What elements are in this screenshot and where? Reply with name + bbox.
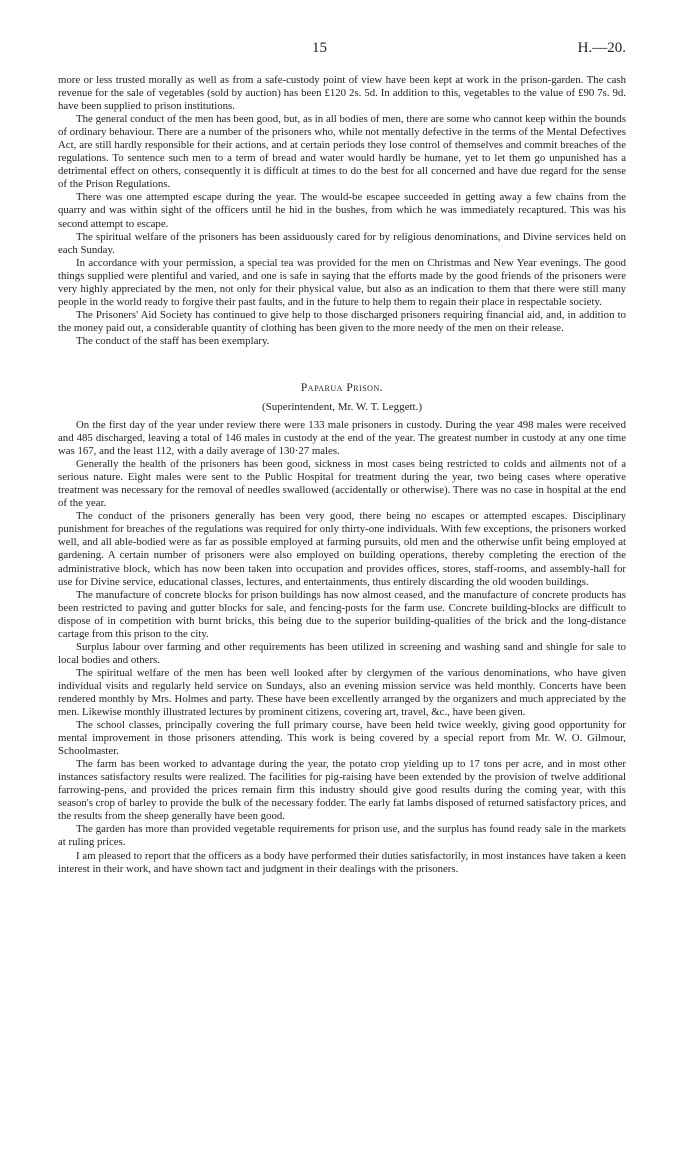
paragraph-garden: The garden has more than provided vegetable requirements for prison use, and the surplus has found ready sale in the markets at ruling prices. [58, 823, 626, 849]
document-reference: H.—20. [577, 40, 626, 56]
intro-text [58, 74, 626, 348]
document-page [58, 40, 626, 876]
paragraph-general-conduct: The general conduct of the men has been good, but, as in all bodies of men, there are some who cannot keep within the bounds of ordinary behaviour. There are a number of the prisoners who, while not mentally defective in the terms of the Mental Defectives Act, are still hardly responsible for their actions, and at certain periods they lose control of themselves and commit breaches of the regulations. To sentence such men to a term of bread and water would hardly be humane, yet to let them go unpunished has a detrimental effect on others, consequently it is difficult at times to do the best for all concerned and have due regard for the sense of the Prison Regulations. [58, 113, 626, 191]
paragraph-staff-conduct: The conduct of the staff has been exemplary. [76, 334, 270, 347]
section-title: Paparua Prison. [300, 381, 384, 394]
section-spacer [58, 348, 626, 382]
paragraph-custody-figures: On the first day of the year under review there were 133 male prisoners in custody. During the year 498 males were received and 485 discharged, leaving a total of 146 males in custody at the end of the year. The greatest number in custody at any one time was 167, and the least 112, with a daily average of 130·27 males. [58, 418, 626, 458]
running-head [58, 40, 626, 62]
paragraph-special-tea: In accordance with your permission, a special tea was provided for the men on Christmas and New Year evenings. The good things supplied were plentiful and varied, and one is safe in saying that the efforts made by the good friends of the prisoners were very highly appreciated by the men, not only for their physical value, but also as an indication to them that there were still many people in the world ready to forgive their past faults, and in the future to help them to regain their place in respectable society. [58, 256, 626, 308]
paragraph-school: The school classes, principally covering the full primary course, have been held twice weekly, giving good opportunity for mental improvement in those prisoners attending. This work is being covered by a special report from Mr. W. O. Gilmour, Schoolmaster. [58, 719, 626, 758]
paragraph-aid-society: The Prisoners' Aid Society has continued to give help to those discharged prisoners requiring financial aid, and, in addition to the money paid out, a considerable quantity of clothing has been given to the more needy of the men on their release. [58, 308, 626, 334]
paragraph-spiritual-welfare: The spiritual welfare of the prisoners has been assiduously cared for by religious denominations, and Divine services held on each Sunday. [58, 230, 626, 256]
section-subtitle: (Superintendent, Mr. W. T. Leggett.) [262, 400, 422, 413]
section-text [58, 419, 626, 876]
paragraph-concrete: The manufacture of concrete blocks for prison buildings has now almost ceased, and the manufacture of concrete products has been restricted to paving and gutter blocks for sale, and fencing-posts for the farm use. Concrete building-blocks are difficult to dispose of in competition with burnt bricks, this being due to the superior building-qualities of the brick and the long-distance cartage from this prison to the city. [58, 588, 626, 640]
paragraph-health: Generally the health of the prisoners has been good, sickness in most cases being restricted to colds and ailments not of a serious nature. Eight males were sent to the Public Hospital for treatment during the year, two being cases where operative treatment was necessary for the removal of needles swallowed (accidentally or otherwise). There was no case in hospital at the end of the year. [58, 458, 626, 510]
paragraph-spiritual: The spiritual welfare of the men has been well looked after by clergymen of the various denominations, who have given individual visits and regularly held service on Sundays, also an evening mission service was held monthly. Concerts have been rendered monthly by Mrs. Holmes and party. These have been excellently arranged by the organizers and much appreciated by the men. Likewise monthly illustrated lectures by prominent citizens, covering art, travel, &c., have been given. [58, 666, 626, 719]
paragraph-escape: There was one attempted escape during the year. The would-be escapee succeeded in getting away a few chains from the quarry and was within sight of the officers until he hid in the bushes, from which he was immediately recaptured. This was his second attempt to escape. [58, 191, 626, 230]
paragraph-surplus-labour: Surplus labour over farming and other requirements has been utilized in screening and washing sand and shingle for sale to local bodies and others. [58, 640, 626, 666]
paragraph-continued: more or less trusted morally as well as from a safe-custody point of view have been kept at work in the prison-garden. The cash revenue for the sale of vegetables (sold by auction) has been £120 2s. 5d. In addition to this, vegetables to the value of £90 7s. 9d. have been supplied to prison institutions. [58, 74, 626, 113]
paragraph-officers: I am pleased to report that the officers as a body have performed their duties satisfactorily, in most instances have taken a keen interest in their work, and have shown tact and judgment in their dealings with the prisoners. [58, 849, 626, 875]
paragraph-conduct: The conduct of the prisoners generally has been very good, there being no escapes or attempted escapes. Disciplinary punishment for breaches of the regulations was required for only thirty-one individuals. With few exceptions, the prisoners worked well, and all able-bodied were as far as possible employed at farming pursuits, old men and the otherwise unfit being employed at gardening. A certain number of prisoners were also employed on building operations, thereby completing the erection of the administrative block, which has now been taken into occupation and provides offices, stores, staff-rooms, and assembly-hall for use for Divine service, educational classes, lectures, and entertainments, thus entirely discarding the old wooden buildings. [58, 510, 626, 588]
page-number: 15 [312, 40, 327, 56]
paragraph-farm: The farm has been worked to advantage during the year, the potato crop yielding up to 17 tons per acre, and in most other instances satisfactory results were realized. The facilities for pig-raising have been extended by the provision of twelve additional farrowing-pens, and provided the prices remain firm this industry should give good results during the coming year, with this season's crop of barley to provide the bulk of the necessary fodder. The early fat lambs disposed of returned satisfactory prices, and the results from the sheep generally have been good. [58, 758, 626, 823]
